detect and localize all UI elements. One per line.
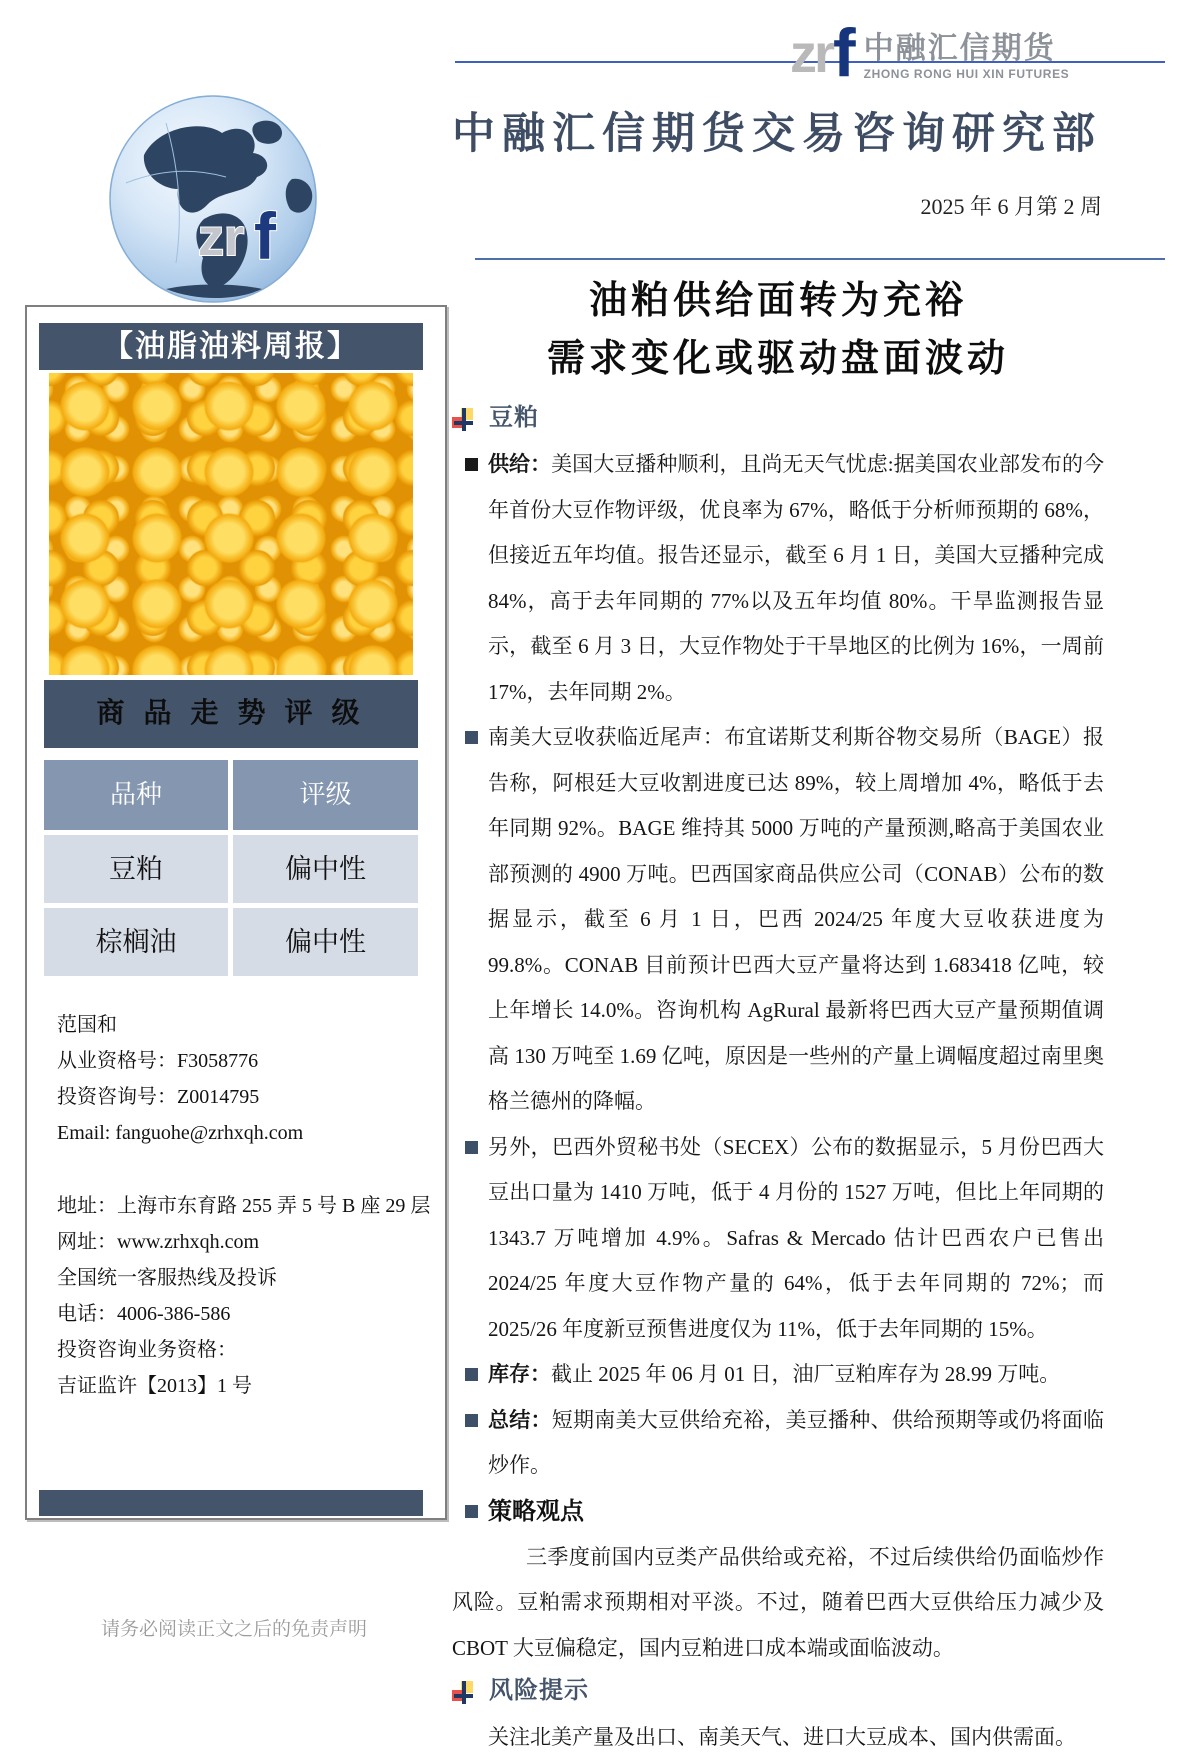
hotline-label: 全国统一客服热线及投诉 [57, 1267, 277, 1289]
bullet-text [488, 1398, 1104, 1489]
square-bullet-icon [465, 1141, 478, 1154]
rating-row-palm-oil [44, 908, 418, 976]
bullet-text [488, 1352, 1104, 1398]
bullet-body: 南美大豆收获临近尾声：布宜诺斯艾利斯谷物交易所（BAGE）报告称，阿根廷大豆收割进度已达 89%，较上周增加 4%，略低于去年同期 92%。BAGE 维持其 5000 万吨的产量预测,略高于美国农业部预测的 4900 万吨。巴西国家商品供应公司（CONAB）公布的数据显示，截至 6 月 1 日，巴西 2024/25 年度大豆收获进度为 99.8%。CONAB 目前预计巴西大豆产量将达到 1.683418 亿吨，较上年增长 14.0%。咨询机构 AgRural 最新将巴西大豆产量预期值调高 130 万吨至 1.69 亿吨，原因是一些州的产量上调幅度超过南里奥格兰德州的降幅。 [488, 725, 1104, 1113]
analyst-qualification-no: 从业资格号：F3058776 [57, 1050, 259, 1072]
globe-logo-icon [106, 93, 320, 305]
disclaimer-note: 请务必阅读正文之后的免责声明 [100, 1619, 367, 1640]
hotline-phone: 电话：4006-386-586 [57, 1303, 231, 1325]
bullet-lead: 库存： [488, 1362, 551, 1386]
rating-variety: 豆粕 [44, 835, 228, 903]
bullet-body: 截止 2025 年 06 月 01 日，油厂豆粕库存为 28.99 万吨。 [551, 1362, 1061, 1386]
analyst-email: Email: fanguohe@zrhxqh.com [57, 1122, 304, 1144]
rating-grade: 偏中性 [233, 835, 418, 903]
bullet-text [488, 715, 1104, 1125]
bullet-supply [452, 442, 1104, 715]
logo-company-name-cn: 中融汇信期货 [863, 32, 1056, 65]
company-website: 网址：www.zrhxqh.com [57, 1231, 260, 1253]
bullet-lead: 总结： [488, 1407, 552, 1432]
rating-variety: 棕榈油 [44, 908, 228, 976]
analyst-name: 范国和 [57, 1014, 117, 1036]
rating-grade: 偏中性 [233, 908, 418, 976]
section-strategy [452, 1489, 1104, 1535]
risk-paragraph: 关注北美产量及出口、南美天气、进口大豆成本、国内供需面。 [488, 1725, 1076, 1749]
section-risk [452, 1671, 1104, 1713]
bullet-inventory [452, 1352, 1104, 1398]
risk-heading-label: 风险提示 [489, 1678, 589, 1705]
globe-f-text: f [254, 199, 276, 273]
colored-plus-icon [452, 408, 475, 431]
section-soybean-meal [452, 398, 1104, 440]
report-title-line1: 油粕供给面转为充裕 [588, 280, 967, 322]
section-heading-label: 豆粕 [489, 405, 539, 432]
report-body [452, 398, 1104, 1761]
rating-table [44, 760, 418, 981]
company-logo [790, 14, 1069, 94]
report-title [452, 272, 1104, 388]
logo-wordmark [864, 32, 1070, 82]
bullet-text [488, 442, 1104, 715]
bullet-brazil-exports [452, 1125, 1104, 1353]
strategy-paragraph: 三季度前国内豆类产品供给或充裕，不过后续供给仍面临炒作风险。豆粕需求预期相对平淡。不过，随着巴西大豆供给压力减少及 CBOT 大豆偏稳定，国内豆粕进口成本端或面临波动。 [452, 1544, 1104, 1660]
colored-plus-icon [452, 1681, 475, 1704]
rating-col-variety: 品种 [44, 760, 228, 830]
square-bullet-icon [465, 1368, 478, 1381]
company-address: 地址：上海市东育路 255 弄 5 号 B 座 29 层 [57, 1195, 431, 1217]
header-divider-line [475, 258, 1165, 260]
rating-table-header-row [44, 760, 418, 830]
square-bullet-icon [465, 731, 478, 744]
department-title: 中融汇信期货交易咨询研究部 [452, 111, 1102, 158]
license-label: 投资咨询业务资格： [57, 1339, 237, 1361]
analyst-advisory-no: 投资咨询号：Z0014795 [57, 1086, 260, 1108]
license-number: 吉证监许【2013】1 号 [57, 1375, 252, 1397]
globe-zr-text: zr [198, 209, 245, 267]
square-bullet-icon [465, 458, 478, 471]
report-title-line2: 需求变化或驱动盘面波动 [546, 338, 1009, 380]
soybean-photo [49, 373, 413, 675]
bullet-body: 短期南美大豆供给充裕，美豆播种、供给预期等或仍将面临炒作。 [488, 1407, 1104, 1477]
bullet-body: 美国大豆播种顺利，且尚无天气忧虑:据美国农业部发布的今年首份大豆作物评级，优良率为 67%，略低于分析师预期的 68%，但接近五年均值。报告还显示，截至 6 月 1 日，美国大豆播种完成 84%，高于去年同期的 77%以及五年均值 80%。干旱监测报告显示，截至 6 月 3 日，大豆作物处于干旱地区的比例为 16%，一周前 17%，去年同期 2%。 [488, 452, 1104, 704]
bullet-south-america [452, 715, 1104, 1125]
strategy-heading-label: 策略观点 [488, 1498, 584, 1525]
square-bullet-icon [465, 1414, 478, 1427]
bullet-lead: 供给： [488, 452, 552, 476]
report-week-date: 2025 年 6 月第 2 周 [920, 194, 1102, 219]
square-bullet-icon [465, 1505, 478, 1518]
analyst-contact-block [57, 1007, 431, 1404]
bullet-summary [452, 1398, 1104, 1489]
rating-table-title: 商 品 走 势 评 级 [44, 680, 418, 748]
bullet-text [488, 1125, 1104, 1353]
sidebar-bottom-bar [39, 1490, 423, 1516]
bullet-body: 另外，巴西外贸秘书处（SECEX）公布的数据显示，5 月份巴西大豆出口量为 1410 万吨，低于 4 月份的 1527 万吨，但比上年同期的 1343.7 万吨增加 4.9%。Safras & Mercado 估计巴西农户已售出 2024/25 年度大豆作物产量的 64%，低于去年同期的 72%；而 2025/26 年度新豆预售进度仅为 11%，低于去年同期的 15%。 [488, 1134, 1104, 1341]
logo-company-name-en: ZHONG RONG HUI XIN FUTURES [863, 67, 1070, 81]
rating-col-grade: 评级 [233, 760, 418, 830]
logo-zr-text: zr [790, 24, 833, 84]
logo-f-text: f [833, 15, 856, 91]
sidebar-panel [25, 305, 447, 1520]
weekly-report-banner: 【油脂油料周报】 [39, 323, 423, 370]
rating-row-soybean-meal [44, 835, 418, 903]
